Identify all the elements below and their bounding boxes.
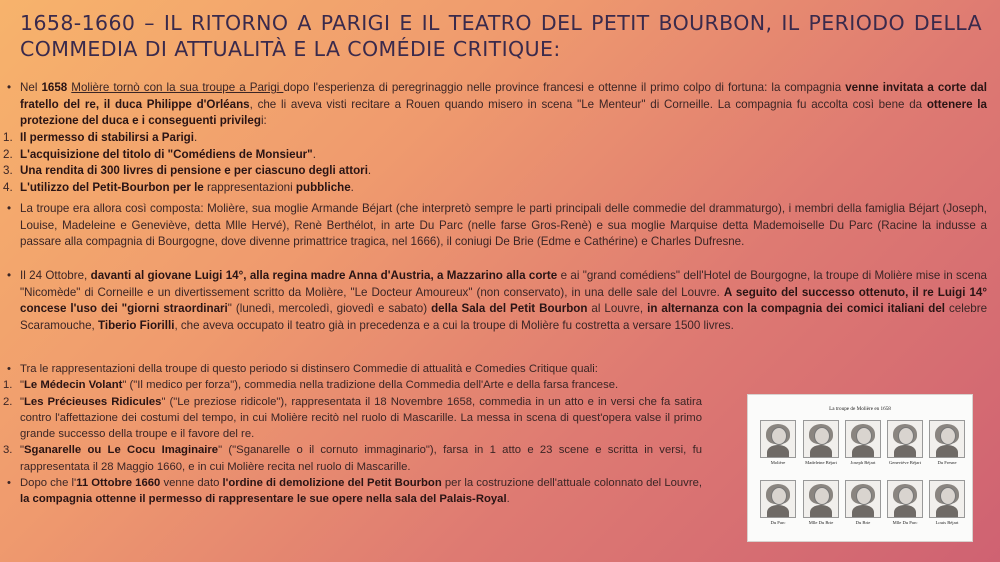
portrait — [845, 420, 881, 465]
portrait — [929, 480, 965, 525]
portrait — [803, 420, 839, 465]
list-item: 4. L'utilizzo del Petit-Bourbon per le rappresentazioni pubbliche. — [3, 180, 354, 194]
page-title: 1658-1660 – IL RITORNO A PARIGI E IL TEATRO DEL PETIT BOURBON, IL PERIODO DELLA COMMEDIA DI ATTUALITÀ E LA COMÉDIE CRITIQUE: — [20, 11, 982, 61]
list-item: 3. Una rendita di 300 livres di pensione e per ciascuno degli attori. — [3, 164, 372, 178]
bullet: • — [7, 269, 12, 282]
portrait — [887, 480, 923, 525]
paragraph-petit-bourbon: • Il 24 Ottobre, davanti al giovane Luigi 14°, alla regina madre Anna d'Austria, a Mazzarino alla corte e ai "grand comédiens" dell'Hotel de Bourgogne, la troupe di Molière mise in scena "Nicomède" di Corneille e un divertissement scritto da Molière, "Le Docteur Amoureux" (non conservato), in una delle sale del Louvre. A seguito del successo ottenuto, il re Luigi 14° concese l'uso dei "giorni straordinari" (lunedì, mercoledì, giovedì e sabato) della Sala del Petit Bourbon al Louvre, in alternanza con la compagnia dei comici italiani del celebre Scaramouche, Tiberio Fiorilli, che aveva occupato il teatro già in precedenza e a cui la troupe di Molière fu costretta a versare 1500 livres. — [7, 269, 988, 332]
portrait-name: Molière — [770, 460, 786, 465]
list-item: 2. L'acquisizione del titolo di "Comédiens de Monsieur". — [3, 147, 316, 161]
privileges-list — [3, 130, 987, 196]
portrait-name: Du Brie — [855, 520, 871, 525]
portrait — [929, 420, 965, 465]
list-item: 2. "Les Précieuses Ridicules" ("Le preziose ridicole"), rappresentata il 18 Novembre 1658, commedia in un atto e in versi che fa satira contro l'affettazione dei costumi del tempo, in cui Molière recitò nel ruolo di Mascarille. La messa in scena di quest'opera valse il primo grande successo della troupe e il favore del re. — [3, 395, 703, 441]
troupe-portraits-image — [747, 394, 973, 542]
portrait — [803, 480, 839, 525]
portrait-name: Geneviève Béjart — [888, 460, 921, 465]
portrait-name: Louis Béjart — [935, 520, 959, 525]
portrait-name: Joseph Béjart — [850, 460, 876, 465]
portrait-name: Madeleine Béjart — [805, 460, 837, 465]
underlined-phrase: Molière tornò con la sua troupe a Parigi — [71, 81, 284, 94]
bullet: • — [7, 363, 11, 375]
list-item: 1. Il permesso di stabilirsi a Parigi. — [3, 131, 198, 144]
portrait — [760, 420, 796, 465]
list-item: • Dopo che l'11 Ottobre 1660 venne dato l'ordine di demolizione del Petit Bourbon per la costruzione dell'attuale colonnato del Louvre, la compagnia ottenne il permesso di rappresentare le sue opere nella sala del Palais-Royal. — [7, 477, 703, 506]
portrait — [887, 420, 923, 465]
paragraph-return-to-paris: • Nel 1658 Molière tornò con la sua troupe a Parigi dopo l'esperienza di peregrinaggio nelle province francesi e ottenne il primo colpo di fortuna: la compagnia venne invitata a corte dal fratello del re, il duca Philippe d'Orléans, che li aveva visti recitare a Rouen quando misero in scena "Le Menteur" di Corneille. La compagnia fu accolta così bene da ottenere la protezione del duca e i conseguenti privilegi: — [7, 81, 987, 128]
portrait-name: Mlle Du Brie — [808, 520, 834, 525]
list-item: 1. "Le Médecin Volant" ("Il medico per forza"), commedia nella tradizione della Commedia dell'Arte e della farsa francese. — [3, 379, 619, 392]
portrait — [760, 480, 796, 525]
portrait-name: Du Fresne — [937, 460, 957, 465]
paragraph-works: • Tra le rappresentazioni della troupe di questo periodo si distinsero Commedie di attualità e Comedies Critique quali: 1. "Le Médecin Volant" ("Il medico per forza"), commedia nella tradizione della Commedia dell'Arte e della farsa francese. 2. "Les Précieuses Ridicules" ("Le preziose ridicole"), rappresentata il 18 Novembre 1658, commedia in un atto e in versi che fa satira contro l'affettazione dei costumi del tempo, in cui Molière recitò nel ruolo di Mascarille. La messa in scena di quest'opera valse il primo grande successo della troupe e il favore del re. 3. "Sganarelle ou Le Cocu Imaginaire" ("Sganarelle o il cornuto immaginario"), farsa in 1 atto e 23 scene e scritta in versi, fu rappresentata il 28 Maggio 1660, e in cui Molière recita nel ruolo di Mascarille. • Dopo che l'11 Ottobre 1660 venne dato l'ordine di demolizione del Petit Bourbon per la costruzione dell'attuale colonnato del Louvre, la compagnia ottenne il permesso di rappresentare le sue opere nella sala del Palais-Royal. — [20, 361, 702, 508]
bullet: • — [7, 477, 11, 490]
list-item: 3. "Sganarelle ou Le Cocu Imaginaire" ("Sganarelle o il cornuto immaginario"), farsa in 1 atto e 23 scene e scritta in versi, fu rappresentata il 28 Maggio 1660, e in cui Molière recita nel ruolo di Mascarille. — [3, 444, 703, 473]
portrait-name: Du Parc — [770, 520, 786, 525]
bullet: • — [7, 81, 12, 94]
paragraph-troupe-composition: • La troupe era allora così composta: Molière, sua moglie Armande Béjart (che interpretò sempre le parti principali delle commedie del drammaturgo), i membri della famiglia Béjart (Joseph, Louise, Madeleine e Geneviève, detta Mlle Hervé), Renè Berthélot, in arte Du Parc (nelle farse Gros-Renè) e sua moglie Marquise detta Mademoiselle Du Parc (Racine la indusse a passare alla compagnia di Bourgogne, dove divenne primattrice tragica, nel 1666), il coniugi De Brie (Edme e Cathérine) e Charles Dufresne. — [7, 202, 987, 249]
bullet: • — [7, 202, 12, 215]
portrait — [845, 480, 881, 525]
image-caption: La troupe de Molière en 1658 — [829, 406, 891, 412]
portrait-name: Mlle Du Parc — [892, 520, 918, 525]
